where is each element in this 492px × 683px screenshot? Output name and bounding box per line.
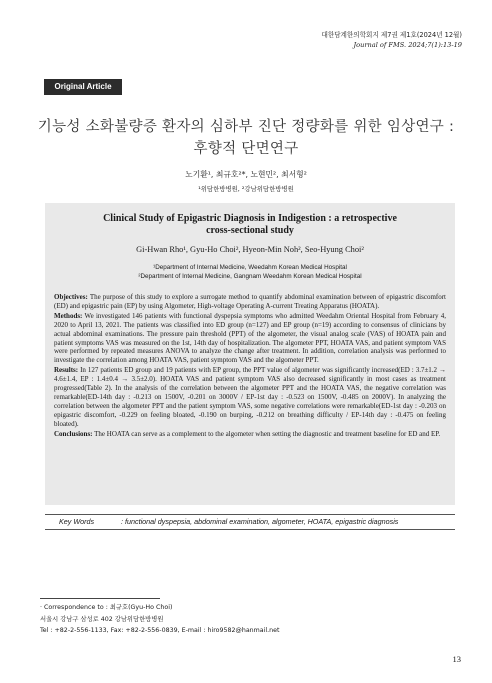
journal-header (321, 30, 462, 50)
korean-title (30, 116, 462, 160)
english-affiliations (45, 263, 455, 281)
journal-citation: Journal of FMS. 2024;7(1):13-19 (353, 41, 462, 49)
methods-text: We investigated 146 patients with functional dyspepsia symptoms who admitted Weedahm Oriental Hospital from February 4, 2020 to April 13, 2021. The patients was classified into ED group (n=127) and EP group (n=19) according to consensus of clinicians by actual abdominal examinations. The pressure pain threshold (PPT) of the algometer, the visual analog scale (VAS) of HOATA pain and patient symptoms VAS was measured on the 1st, 14th day of hospitalization. The algometer PPT, HOATA VAS, and patient symptom VAS were performed by repeated measures ANOVA to analyze the change after treatment. In addition, correlation analysis was performed to investigate the correlation among HOATA VAS, patient symptom VAS and the algometer PPT. (54, 311, 446, 365)
correspondence-name: · Correspondence to : 최규호(Gyu-Ho Choi) (40, 604, 173, 611)
results-label: Results: (54, 366, 79, 375)
english-affiliation-2: ²Department of Internal Medicine, Gangnam Weedahm Korean Medical Hospital (138, 273, 362, 280)
abstract-results (54, 366, 446, 428)
korean-title-line2: 후향적 단면연구 (193, 141, 299, 157)
abstract-conclusions (54, 430, 446, 439)
abstract-methods (54, 312, 446, 365)
footnote-divider (40, 598, 160, 599)
abstract-text (54, 293, 446, 440)
conclusions-text: The HOATA can serve as a complement to the algometer when setting the diagnostic and treatment baseline for ED and EP. (94, 429, 441, 438)
english-title-line1: Clinical Study of Epigastric Diagnosis in Indigestion : a retrospective (103, 213, 397, 224)
page-number: 13 (452, 654, 461, 664)
keywords-bar (45, 514, 455, 530)
conclusions-label: Conclusions: (54, 429, 93, 438)
korean-authors: 노기환¹, 최규호²*, 노현민², 최서형² (185, 170, 307, 179)
correspondence-contact: Tel : +82-2-556-1133, Fax: +82-2-556-0839, E-mail : hiro9582@hanmail.net (40, 627, 280, 634)
keywords-label: Key Words (59, 517, 95, 526)
article-type-badge: Original Article (44, 79, 122, 95)
abstract-objectives (54, 293, 446, 311)
korean-title-line1: 기능성 소화불량증 환자의 심하부 진단 정량화를 위한 임상연구 : (37, 119, 455, 135)
results-text: In 127 patients ED group and 19 patients with EP group, the PPT value of algometer was significantly increased(ED : 3.7±1.2 → 4.6±1.4, EP : 1.4±0.4 → 3.5±2.0). HOATA VAS and patient symptom VAS also decreased significantly in most cases as treatment progressed(Table 2). In the analysis of the correlation between the algometer PPT and the HOATA VAS, the negative correlation was remarkable(ED-14th day : -0.213 on 1500V, -0.201 on 3000V / EP-1st day : -0.523 on 1500V, -0.485 on 2000V). In analyzing the correlation between the algometer PPT and the patient symptom VAS, some negative correlations were remarkable(ED-1st day : -0.203 on epigastric discomfort, -0.229 on feeling bloated, -0.190 on burping, -0.212 on breathing difficulty / EP-14th day : -0.475 on feeling bloated). (54, 366, 446, 428)
objectives-text: The purpose of this study to explore a surrogate method to quantify abdominal examination between of epigastric discomfort (ED) and epigastric pain (EP) by using Algometer, High-voltage Operating A-current Treating Apparatus (HOATA). (54, 293, 446, 310)
english-title-line2: cross-sectional study (206, 225, 294, 236)
english-authors: Gi-Hwan Rho¹, Gyu-Ho Choi², Hyeon-Min Noh², Seo-Hyung Choi² (136, 245, 364, 254)
objectives-label: Objectives: (54, 293, 88, 301)
keywords-text: : functional dyspepsia, abdominal examination, algometer, HOATA, epigastric diagnosis (121, 517, 399, 526)
english-title (45, 213, 455, 237)
journal-name-korean: 대한담계한의학회지 제7권 제1호(2024년 12월) (321, 31, 462, 39)
methods-label: Methods: (54, 311, 83, 320)
correspondence (40, 602, 280, 637)
korean-affiliations: ¹위담한방병원, ²강남위담한방병원 (198, 185, 294, 193)
english-affiliation-1: ¹Department of Internal Medicine, Weedahm Korean Medical Hospital (153, 264, 347, 271)
correspondence-address: 서울시 강남구 삼성로 402 강남위담한방병원 (40, 615, 164, 623)
